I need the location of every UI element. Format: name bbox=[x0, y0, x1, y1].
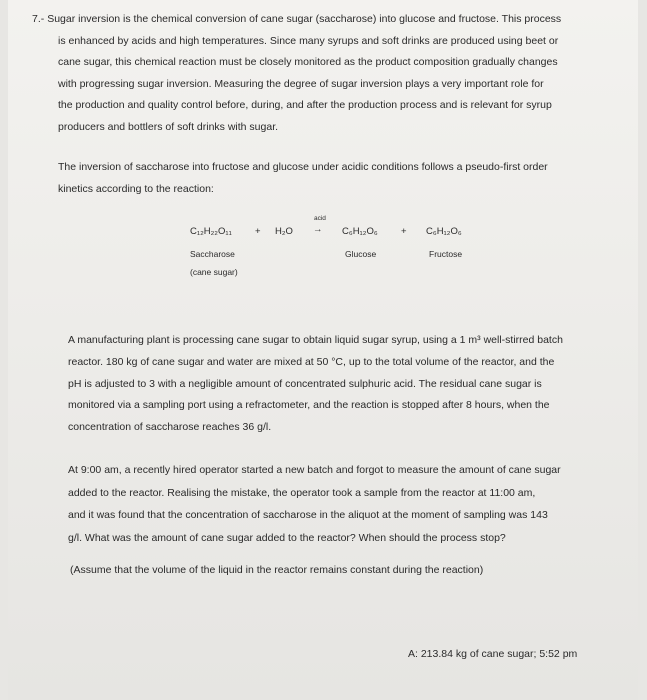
intro-line: cane sugar, this chemical reaction must be closely monitored as the product composition gradually changes bbox=[58, 56, 558, 68]
kinetics-line: kinetics according to the reaction: bbox=[58, 182, 214, 195]
intro-line: is enhanced by acids and high temperatures. Since many syrups and soft drinks are produced using beet or bbox=[58, 34, 559, 47]
intro-line: 7.- Sugar inversion is the chemical conversion of cane sugar (saccharose) into glucose and fructose. This process bbox=[32, 13, 562, 25]
product-fructose-formula: C₆H₁₂O₆ bbox=[426, 226, 462, 237]
process-line: reactor. 180 kg of cane sugar and water are mixed at 50 °C, up to the total volume of the reactor, and the bbox=[68, 355, 555, 368]
intro-paragraph bbox=[32, 9, 632, 138]
process-line: A manufacturing plant is processing cane sugar to obtain liquid sugar syrup, using a 1 m³ well-stirred batch bbox=[68, 334, 563, 346]
scenario-line: and it was found that the concentration of saccharose in the aliquot at the moment of sampling was 143 bbox=[68, 509, 548, 521]
plus-sign: + bbox=[401, 226, 407, 237]
process-line: monitored via a sampling port using a refractometer, and the reaction is stopped after 8 hours, when the bbox=[68, 399, 550, 412]
scenario-paragraph bbox=[68, 459, 628, 549]
process-paragraph bbox=[68, 330, 628, 439]
assumption-note: (Assume that the volume of the liquid in the reactor remains constant during the reaction) bbox=[70, 564, 484, 576]
problem-number: 7.- bbox=[32, 13, 45, 25]
kinetics-paragraph bbox=[58, 157, 633, 200]
scenario-line: At 9:00 am, a recently hired operator started a new batch and forgot to measure the amount of cane sugar bbox=[68, 464, 561, 476]
scenario-line: added to the reactor. Realising the mistake, the operator took a sample from the reactor at 11:00 am, bbox=[68, 486, 536, 499]
reactant-water-formula: H₂O bbox=[275, 226, 293, 237]
arrow-label: acid bbox=[314, 215, 326, 222]
intro-line: the production and quality control before, during, and after the production process and is relevant for syrup bbox=[58, 99, 552, 111]
reaction-arrow: → bbox=[313, 224, 323, 235]
document-page bbox=[8, 0, 638, 700]
fructose-label: Fructose bbox=[429, 249, 463, 259]
saccharose-label: Saccharose bbox=[190, 249, 235, 259]
reactant-saccharose-formula: C₁₂H₂₂O₁₁ bbox=[190, 226, 232, 237]
process-line: concentration of saccharose reaches 36 g/l. bbox=[68, 421, 272, 434]
product-glucose-formula: C₆H₁₂O₆ bbox=[342, 226, 378, 237]
cane-sugar-note: (cane sugar) bbox=[190, 267, 238, 277]
process-line: pH is adjusted to 3 with a negligible amount of concentrated sulphuric acid. The residual cane sugar is bbox=[68, 377, 542, 390]
kinetics-line: The inversion of saccharose into fructose and glucose under acidic conditions follows a pseudo-first order bbox=[58, 161, 548, 173]
scenario-line: g/l. What was the amount of cane sugar added to the reactor? When should the process stop? bbox=[68, 531, 506, 544]
intro-line: with progressing sugar inversion. Measuring the degree of sugar inversion plays a very important role for bbox=[58, 77, 544, 90]
plus-sign: + bbox=[255, 226, 261, 237]
glucose-label: Glucose bbox=[345, 249, 377, 259]
answer-text: A: 213.84 kg of cane sugar; 5:52 pm bbox=[408, 648, 578, 660]
intro-line: producers and bottlers of soft drinks with sugar. bbox=[58, 120, 279, 133]
